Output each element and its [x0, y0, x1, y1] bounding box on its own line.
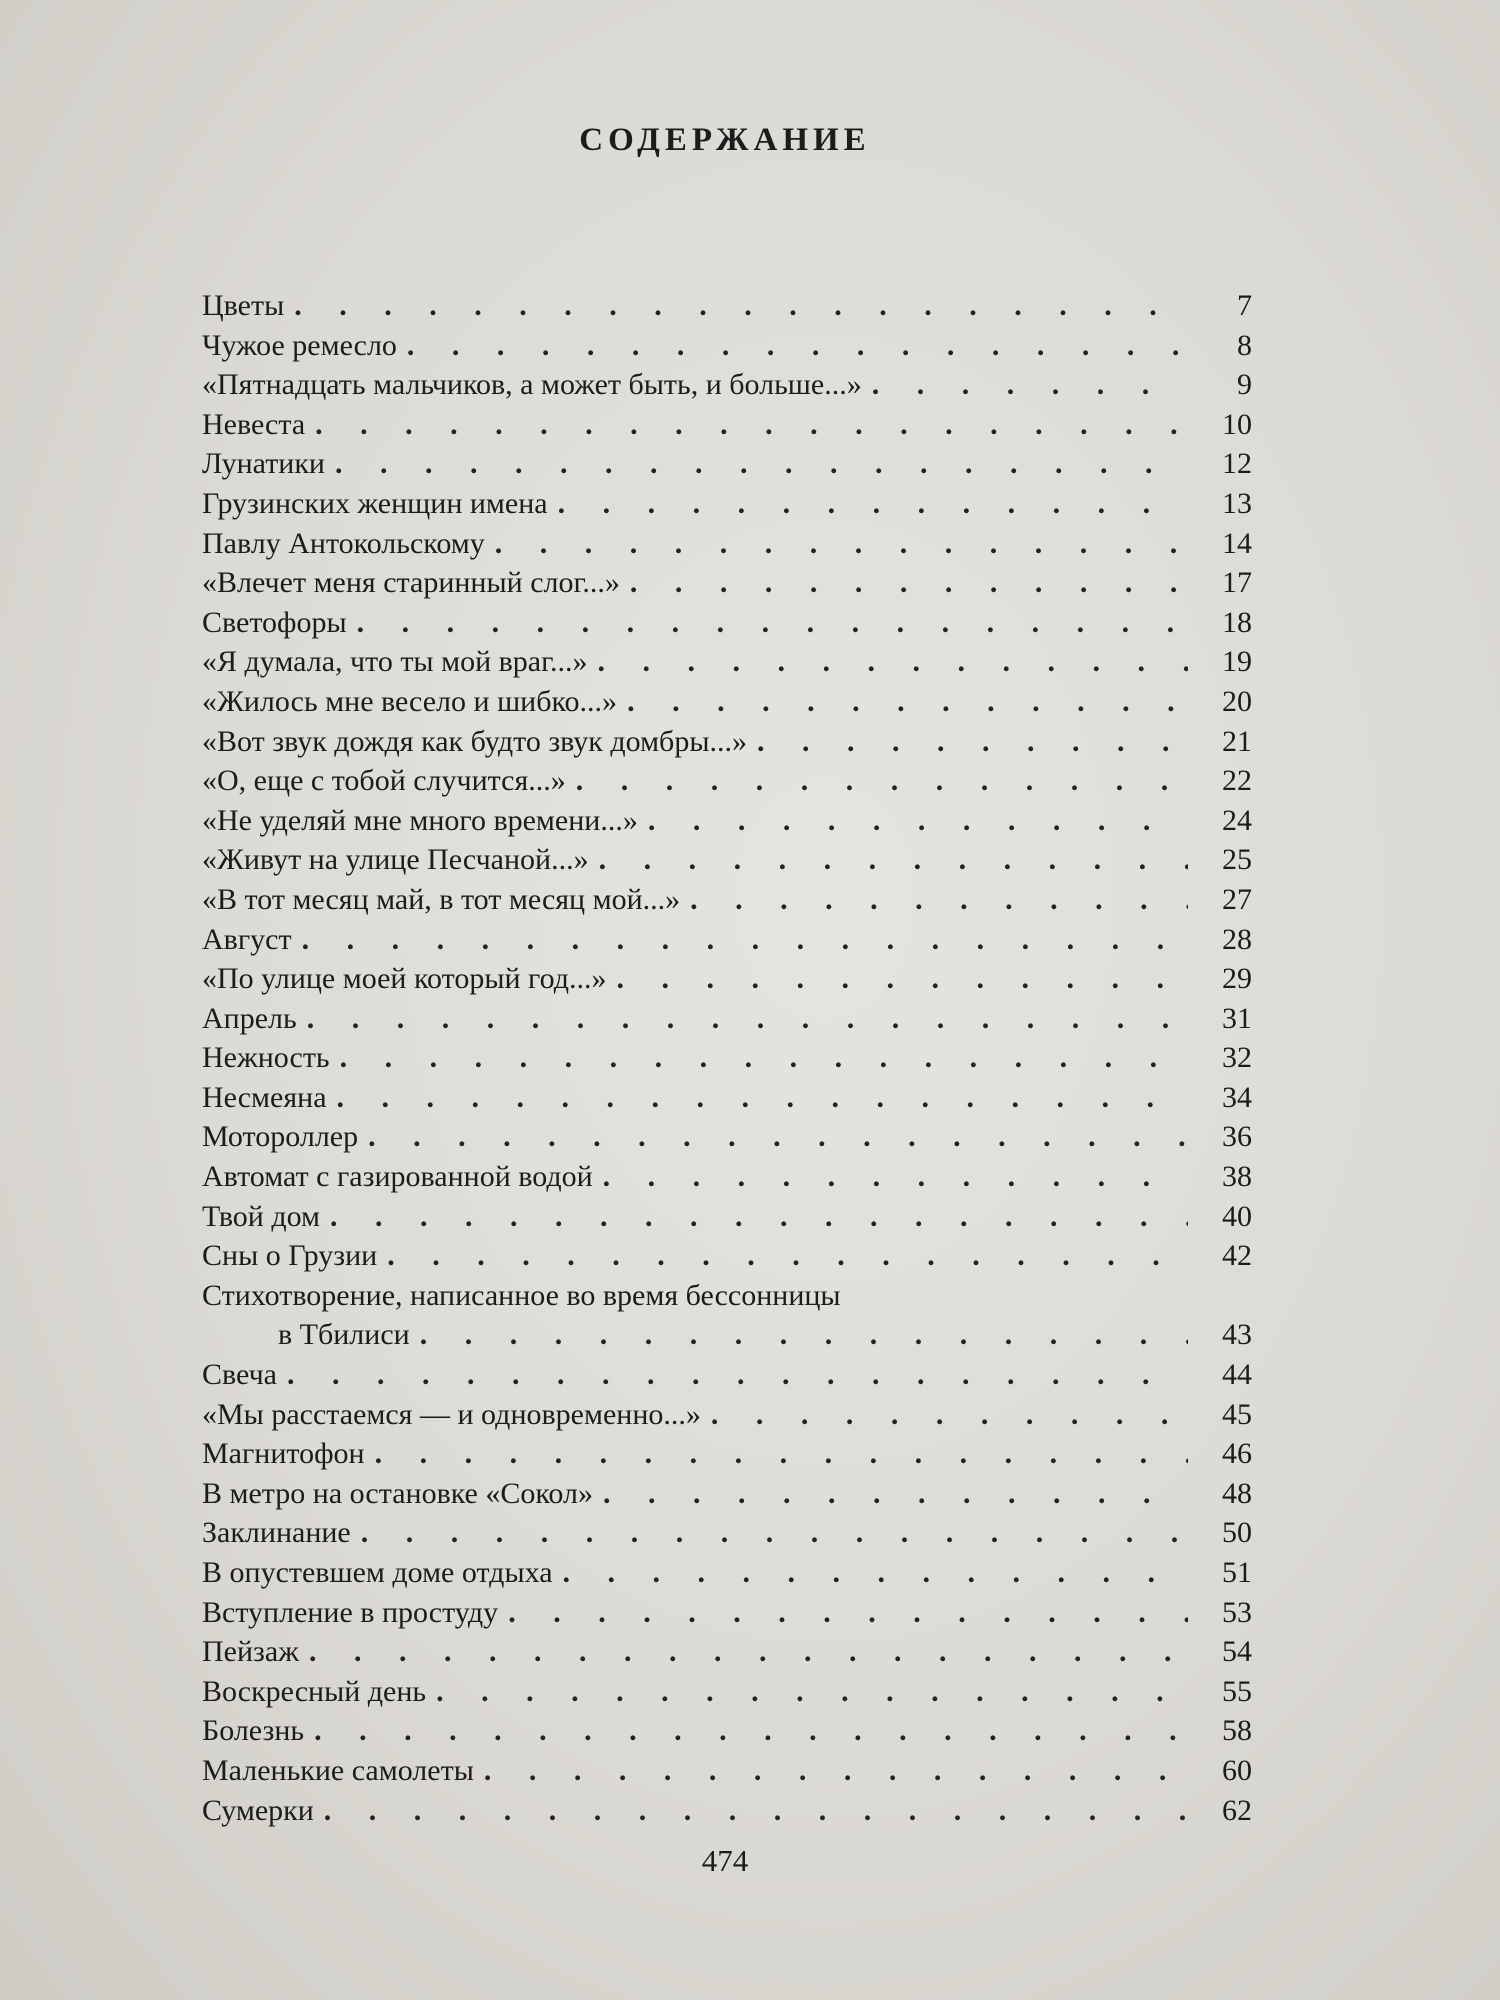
- toc-entry: [202, 1751, 1252, 1791]
- dot-leader: [337, 1078, 1188, 1118]
- toc-entry: [202, 444, 1252, 484]
- toc-entry-page: 44: [1222, 1358, 1252, 1392]
- toc-entry: [202, 326, 1252, 366]
- toc-entry-page: 22: [1222, 764, 1252, 798]
- toc-entry-title-continuation: в Тбилиси: [278, 1318, 410, 1352]
- dot-leader: [711, 1395, 1188, 1435]
- toc-entry-title: Чужое ремесло: [202, 328, 397, 362]
- toc-entry-page: 24: [1222, 803, 1252, 837]
- toc-entry: [202, 1672, 1252, 1712]
- toc-entry-continuation: [202, 1315, 1252, 1355]
- toc-entry-title: Светофоры: [202, 605, 347, 639]
- dot-leader: [307, 999, 1188, 1039]
- toc-entry-page: 19: [1222, 645, 1252, 679]
- toc-entry: [202, 999, 1252, 1039]
- dot-leader: [563, 1553, 1188, 1593]
- toc-entry-page: 31: [1222, 1001, 1252, 1035]
- toc-entry-page: 7: [1237, 289, 1252, 322]
- dot-leader: [420, 1315, 1188, 1355]
- toc-entry: [202, 603, 1252, 643]
- toc-entry-page: 25: [1222, 843, 1252, 877]
- dot-leader: [872, 365, 1188, 405]
- toc-entry-page: 40: [1222, 1199, 1252, 1233]
- toc-entry-page: 54: [1222, 1635, 1252, 1669]
- toc-entry-page: 12: [1222, 447, 1252, 481]
- toc-entry-page: 55: [1222, 1674, 1252, 1708]
- toc-entry-title: Цветы: [202, 289, 285, 322]
- dot-leader: [314, 1711, 1188, 1751]
- toc-entry: [202, 1553, 1252, 1593]
- toc-entry: [202, 880, 1252, 920]
- toc-entry: [202, 1157, 1252, 1197]
- toc-entry: [202, 1355, 1252, 1395]
- toc-entry-page: 10: [1222, 407, 1252, 441]
- toc-entry-page: 60: [1222, 1753, 1252, 1787]
- dot-leader: [294, 286, 1188, 326]
- dot-leader: [387, 1236, 1188, 1276]
- toc-entry-title: Сны о Грузии: [202, 1239, 378, 1273]
- toc-entry: [202, 1632, 1252, 1672]
- toc-entry: [202, 840, 1252, 880]
- toc-entry-title: Вступление в простуду: [202, 1595, 499, 1629]
- dot-leader: [690, 880, 1188, 920]
- toc-entry-page: 36: [1222, 1120, 1252, 1154]
- toc-entry-title: «О, еще с тобой случится...»: [202, 764, 566, 798]
- toc-entry: [202, 642, 1252, 682]
- toc-entry: [202, 1791, 1252, 1831]
- toc-entry-page: 51: [1222, 1556, 1252, 1589]
- toc-entry: [202, 1513, 1252, 1553]
- toc-entry: [202, 1474, 1252, 1514]
- toc-entry: [202, 920, 1252, 960]
- dot-leader: [603, 1474, 1188, 1514]
- dot-leader: [324, 1791, 1188, 1831]
- toc-entry-title: Сумерки: [202, 1793, 314, 1827]
- toc-entry-page: 32: [1222, 1041, 1252, 1075]
- toc-entry: [202, 761, 1252, 801]
- toc-entry-title: «Не уделяй мне много времени...»: [202, 803, 638, 837]
- dot-leader: [508, 1593, 1188, 1633]
- dot-leader: [630, 563, 1188, 603]
- dot-leader: [330, 1197, 1188, 1237]
- toc-entry: [202, 1593, 1252, 1633]
- toc-entry-page: 18: [1222, 605, 1252, 639]
- toc-entry-page: 53: [1222, 1595, 1252, 1629]
- toc-entry: [202, 1276, 1252, 1316]
- toc-entry: [202, 1711, 1252, 1751]
- toc-entry-title: Нежность: [202, 1041, 330, 1075]
- toc-entry-title: Свеча: [202, 1358, 277, 1392]
- toc-entry-title: Заклинание: [202, 1516, 351, 1550]
- toc-entry: [202, 1117, 1252, 1157]
- toc-entry: [202, 563, 1252, 603]
- toc-entry-title: «Я думала, что ты мой враг...»: [202, 645, 588, 679]
- dot-leader: [648, 801, 1188, 841]
- dot-leader: [627, 682, 1188, 722]
- toc-entry: [202, 1197, 1252, 1237]
- toc-entry-title: «Пятнадцать мальчиков, а может быть, и больше...»: [202, 368, 862, 402]
- toc-entry-page: 48: [1222, 1476, 1252, 1510]
- dot-leader: [603, 1157, 1188, 1197]
- toc-entry: [202, 286, 1252, 326]
- dot-leader: [302, 920, 1188, 960]
- toc-entry-title: «Мы расстаемся — и одновременно...»: [202, 1397, 701, 1431]
- toc-entry: [202, 1395, 1252, 1435]
- dot-leader: [357, 603, 1188, 643]
- toc-entry: [202, 1236, 1252, 1276]
- toc-entry: [202, 405, 1252, 445]
- toc-entry-title: Болезнь: [202, 1714, 305, 1748]
- toc-entry-title: «Живут на улице Песчаной...»: [202, 843, 589, 877]
- toc-entry-page: 8: [1237, 328, 1252, 362]
- toc-entry: [202, 801, 1252, 841]
- dot-leader: [340, 1038, 1188, 1078]
- toc-entry-page: 43: [1222, 1318, 1252, 1352]
- toc-entry: [202, 524, 1252, 564]
- toc-entry-page: 45: [1222, 1397, 1252, 1431]
- contents-heading: СОДЕРЖАНИЕ: [579, 122, 871, 158]
- toc-entry-title: Твой дом: [202, 1199, 321, 1233]
- toc-entry: [202, 1038, 1252, 1078]
- toc-entry-title: «Вот звук дождя как будто звук домбры...»: [202, 724, 747, 758]
- toc-entry: [202, 365, 1252, 405]
- toc-entry-title: Мотороллер: [202, 1120, 359, 1154]
- toc-entry-page: 17: [1222, 566, 1252, 600]
- toc-entry-page: 29: [1222, 962, 1252, 996]
- toc-entry-title: Лунатики: [202, 447, 325, 481]
- dot-leader: [315, 405, 1188, 445]
- toc-entry-title: «В тот месяц май, в тот месяц мой...»: [202, 882, 681, 916]
- toc-entry-title: Апрель: [202, 1001, 297, 1035]
- toc-entry-title: «По улице моей который год...»: [202, 962, 607, 996]
- toc-entry-page: 21: [1222, 724, 1252, 758]
- dot-leader: [368, 1117, 1188, 1157]
- dot-leader: [436, 1672, 1188, 1712]
- dot-leader: [576, 761, 1188, 801]
- toc-entry-title: Невеста: [202, 407, 306, 441]
- toc-entry: [202, 722, 1252, 762]
- toc-entry-page: 13: [1222, 486, 1252, 520]
- toc-entry-title: Павлу Антокольскому: [202, 526, 485, 560]
- toc-entry-page: 9: [1237, 368, 1252, 402]
- dot-leader: [309, 1632, 1188, 1672]
- page-number: 474: [701, 1843, 749, 1878]
- toc-entry-page: 28: [1222, 922, 1252, 956]
- dot-leader: [599, 840, 1188, 880]
- dot-leader: [495, 524, 1188, 564]
- toc-entry: [202, 1434, 1252, 1474]
- toc-entry: [202, 484, 1252, 524]
- toc-entry: [202, 682, 1252, 722]
- toc-entry-title: «Жилось мне весело и шибко...»: [202, 684, 618, 718]
- toc-entry-page: 34: [1222, 1080, 1252, 1114]
- toc-entry-title: Автомат с газированной водой: [202, 1160, 593, 1194]
- toc-entry-page: 62: [1222, 1793, 1252, 1827]
- toc-entry-page: 46: [1222, 1437, 1252, 1471]
- toc-entry-title: Стихотворение, написанное во время бессонницы: [202, 1278, 841, 1312]
- toc-entry-page: 58: [1222, 1714, 1252, 1748]
- dot-leader: [598, 642, 1188, 682]
- toc-entry-title: Пейзаж: [202, 1635, 299, 1669]
- toc-entry-title: Август: [202, 922, 292, 956]
- toc-entry-page: 50: [1222, 1516, 1252, 1550]
- dot-leader: [335, 444, 1188, 484]
- toc-entry-page: 38: [1222, 1160, 1252, 1194]
- dot-leader: [361, 1513, 1188, 1553]
- toc-entry-title: В метро на остановке «Сокол»: [202, 1476, 594, 1510]
- dot-leader: [484, 1751, 1188, 1791]
- toc-entry-title: Несмеяна: [202, 1080, 327, 1114]
- toc-entry-page: 27: [1222, 882, 1252, 916]
- toc-entry: [202, 1078, 1252, 1118]
- toc-entry-title: Грузинских женщин имена: [202, 486, 548, 520]
- dot-leader: [287, 1355, 1188, 1395]
- dot-leader: [617, 959, 1188, 999]
- toc-entry-page: 42: [1222, 1239, 1252, 1273]
- dot-leader: [375, 1434, 1188, 1474]
- toc-entry-title: «Влечет меня старинный слог...»: [202, 566, 620, 600]
- dot-leader: [558, 484, 1188, 524]
- dot-leader: [757, 722, 1188, 762]
- toc-entry-title: Маленькие самолеты: [202, 1753, 474, 1787]
- toc-entry-title: Воскресный день: [202, 1674, 427, 1708]
- toc-entry-title: Магнитофон: [202, 1437, 365, 1471]
- toc-entry-page: 20: [1222, 684, 1252, 718]
- toc-entry-title: В опустевшем доме отдыха: [202, 1556, 553, 1589]
- toc-entry-page: 14: [1222, 526, 1252, 560]
- dot-leader: [407, 326, 1188, 366]
- table-of-contents: [202, 286, 1252, 1830]
- toc-entry: [202, 959, 1252, 999]
